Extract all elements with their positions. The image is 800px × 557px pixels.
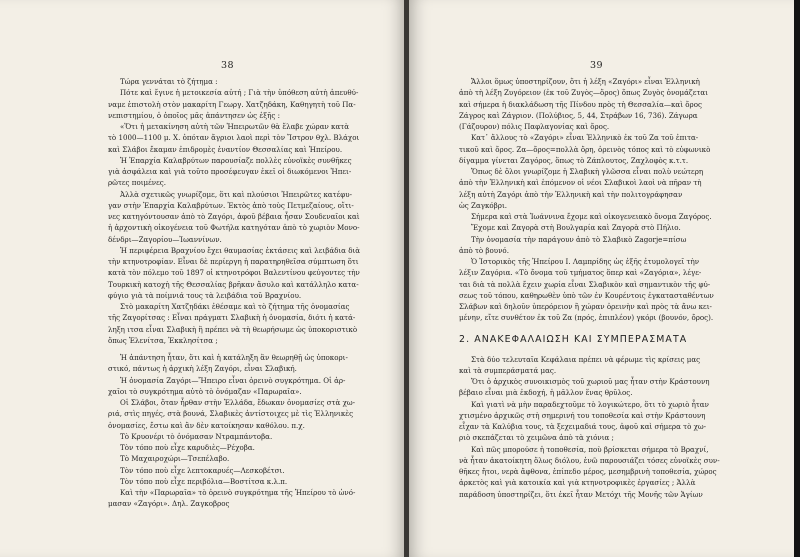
text-line: ται διὰ τὰ πολλὰ ἔχειν χωρία εἶναι Σλαβικὸν καὶ σημαντικὸν τῆς φύ- — [459, 279, 711, 289]
page-number-left: 38 — [220, 60, 235, 71]
text-line: ἀπὸ τὸ βουνό. — [459, 245, 509, 255]
text-line: χαῖοι τὸ συγκρότημα αὐτὸ τὸ ὀνόμαζαν «Παρωραῖα». — [108, 386, 302, 396]
page-number-right: 39 — [589, 60, 604, 71]
text-line: ὅπως Ἑλενίτσα, Ἐκκλησίτσα ; — [108, 335, 218, 345]
text-line: μασαν «Ζαγόρι». Δηλ. Ζαγκοβρος — [108, 499, 230, 509]
text-line: Πότε καὶ ἔγινε ἡ μετοικεσία αὐτή ; Γιὰ τὴν ὑπόθεση αὐτὴ ἀπευθύ- — [120, 88, 359, 98]
text-line: θῆκες ἤτοι, νερὰ ἄφθονα, ἐπίπεδο μέρος, μεσημβρινὴ τοποθεσία, χώρος — [459, 467, 717, 476]
text-line: Καὶ τὴν «Παρωραῖα» τὸ ὀρεινὸ συγκρότημα τῆς Ἠπείρου τὸ ὠνό- — [120, 488, 356, 497]
text-line: Τουρκικὴ κατοχὴ τῆς Θεσσαλίας βρῆκαν ἄσυλο καὶ κατάλληλο κατα- — [108, 279, 359, 289]
text-line: δίγαμμα γίνεται Ζαγόρος, ὅπως τὸ Ζάπλουτος, Ζαχλοφὸς κ.τ.τ. — [459, 155, 689, 165]
text-line: ρῶτες ποιμένες. — [108, 178, 166, 188]
text-line: Τώρα γεννάται τὸ ζήτημα : — [120, 77, 218, 86]
text-line: τῆς Ζαγορίτσας : Εἶναι πράγματι Σλαβικὴ ἡ ὀνομασία, διότι ἡ κατά- — [108, 313, 356, 323]
text-line: νὰ ἦταν ἀκατοίκητη ὅλως διόλου, ἐνῶ παρουσιάζει τόσες εὐνοϊκὲς συν- — [459, 455, 720, 465]
text-line: Σήμερα καὶ στὰ Ἰωάννινα ἔχομε καὶ οἰκογενειακὸ ὄνομα Ζαγόρος. — [471, 212, 712, 221]
text-line: ναμε ἐπιστολὴ στὸν μακαρίτη Γεωργ. Χατζηδάκη, Καθηγητὴ τοῦ Πα- — [108, 99, 356, 109]
text-line: ἡ ἀρχοντικὴ οἰκογένεια τοῦ Φωτήλα κατηγόταν ἀπὸ τὸ χωριὸν Μονο- — [108, 223, 360, 233]
text-line: ληξη ιτσα εἶναι Σλαβικὴ ἢ πρέπει νὰ τὴ θεωρήσωμε ὡς ὑποκοριστικὸ — [108, 324, 358, 334]
text-line: Τὸν τόπο ποὺ εἶχε λεπτοκαρυές—Λεσκοβέτσι. — [120, 465, 285, 475]
text-line: Τὸν τόπο ποὺ εἶχε καρυδιὲς—Ρέχοβα. — [120, 443, 255, 452]
text-line: νεπιστημίου, ὁ ὁποῖος μᾶς ἀπάντησεν ὡς ἑξῆς : — [108, 110, 280, 120]
text-line: ἀπὸ τὴ λέξη Ζυγόρειον (ἐκ τοῦ Ζυγὸς—ὄρος) ὅπως Ζυγὸς ὀνομάζεται — [459, 88, 708, 98]
text-line: βέβαιο εἶναι μιὰ ἐκδοχή, ἡ μᾶλλον ἕνας θρῦλος. — [459, 388, 633, 398]
text-line: Ἀλλὰ σχετικῶς γνωρίζομε, ὅτι καὶ πλούσιοι Ἠπειρῶτες κατέφυ- — [120, 189, 352, 199]
text-line: Στὰ δύο τελευταῖα Κεφάλαια πρέπει νὰ φέρωμε τὶς κρίσεις μας — [471, 354, 701, 364]
text-line: Κατ᾽ ἄλλους τὸ «Ζαγόρι» εἶναι Ἑλληνικὸ ἐκ τοῦ Ζα τοῦ ἐπιτα- — [471, 133, 699, 143]
text-line: ὀνομασίες, ἔστω καὶ ἂν δὲν κατοίκησαν καθόλου. π.χ. — [108, 420, 305, 430]
text-line: Ἄλλοι ὅμως ὑποστηρίζουν, ὅτι ἡ λέξη «Ζαγόρι» εἶναι Ἑλληνικὴ — [471, 77, 700, 86]
right-text-before-heading — [459, 76, 733, 324]
right-text-after-heading — [459, 354, 733, 500]
text-line: ριὸ σκεπάζεται τὸ χειμῶνα ἀπὸ τὰ χιόνια ; — [459, 433, 614, 443]
text-line: τὸ 1000—1100 μ. Χ. ὁπόταν ἄγριοι λαοὶ περὶ τὸν Ἴστρον θχλ. Βλάχοι — [108, 133, 360, 143]
text-line: γαν στὴν Ἐπαρχία Καλαβρύτων. Ἐκτὸς ἀπὸ τοὺς Πετμεζαίους, οἵτι- — [108, 200, 354, 210]
text-line: Σλάβων καὶ δηλοῦν ὑπερόρειον ἢ χώραν ὀρεινὴν καὶ πρὸς τὰ ἄνω κει- — [459, 302, 712, 311]
text-line: κατὰ τὸν πόλεμο τοῦ 1897 οἱ κτηνοτρόφοι Βαλεντίνου φεύγοντες τὴν — [108, 268, 360, 278]
text-line: καὶ τὰ συμπεράσματά μας. — [459, 365, 557, 375]
text-line: ἀπὸ τὴν Ἑλληνικὴ καὶ ἑπόμενον οἱ νέοι Σλαβικοὶ λαοὶ νὰ πῆραν τὴ — [459, 178, 702, 188]
text-line: Ζάγρος καὶ Ζάγριον. (Πολύβιος, 5, 44, Στράβων 16, 736). Ζάγωρα — [459, 110, 698, 120]
text-line: μένην, εἴτε συνθέτον ἐκ τοῦ Ζα (πρός, ἐπιπλέον) γκόρι (βουνόν, ὄρος). — [459, 313, 714, 323]
text-line: Ἡ ἀπάντηση ἦταν, ὅτι καὶ ἡ κατάληξη ἂν θεωρηθῇ ὡς ὑποκορι- — [120, 353, 348, 362]
text-line: Οἱ Σλάβοι, ὅταν ἦρθαν στὴν Ἑλλάδα, ἔδωκαν ὀνομασίες στὰ χω- — [120, 398, 356, 407]
text-line: Στὸ μακαρίτη Χατζηδάκι ἐθέσαμε καὶ τὸ ζήτημα τῆς ὀνομασίας — [120, 302, 350, 311]
text-line: τικοῦ καὶ ὄρος. Ζα—ὄρος=πολλὰ ὄρη, ὀρεινὸς τόπος καὶ τὸ εὐφωνικὸ — [459, 144, 711, 154]
text-line: γιὰ ἀσφάλεια καὶ γιὰ τοῦτο προσέφευγαν ἐκεῖ οἱ διωκόμενοι Ἠπει- — [108, 167, 352, 176]
text-line: «Ὅτι ἡ μετακίνηση αὐτὴ τῶν Ἠπειρωτῶν θὰ ἔλαβε χώραν κατὰ — [120, 122, 349, 131]
text-line: Ἔχομε καὶ Ζαγορὰ στὴ Βουλγαρία καὶ Ζαγορὰ στὸ Πήλιο. — [471, 223, 681, 233]
right-page — [409, 0, 800, 557]
text-line: εἶχαν τὰ Καλύβια τους, τὰ ξεχειμαδιά τους, ἀφοῦ καὶ σήμερα τὸ χω- — [459, 422, 707, 431]
right-page-text — [459, 76, 733, 500]
text-line: Ὅτι ὁ ἀρχικὸς συνοικισμὸς τοῦ χωριοῦ μας ἦταν στὴν Κράστουνη — [471, 377, 710, 386]
text-line: λέξη αὐτὴ Ζαγόρι ἀπὸ τὴν Ἑλληνικὴ καὶ τὴν πολιτογράφησαν — [459, 189, 683, 199]
text-line: Ἡ Ἐπαρχία Καλαβρύτων παρουσίαζε πολλὲς εὐνοϊκὲς συνθῆκες — [120, 155, 352, 165]
page-edge-shadow — [794, 0, 800, 557]
text-line: δένδρι—Ζαγορίου—Ἰωαννίνων. — [108, 234, 222, 244]
text-line: Τὸ Κρυονέρι τὸ ὀνόμασαν Ντραμπάντοβα. — [120, 431, 273, 441]
text-line: φύγιο γιὰ τὰ ποίμνιά τους τὰ λειβάδια τοῦ Βραχνίου. — [108, 290, 302, 300]
text-line: λέξιν Ζαγόρια. «Τὸ ὄνομα τοῦ τμήματος ὅπερ καὶ «Ζαγόρια», λέγε- — [459, 268, 702, 278]
text-line: Ὁ Ἱστορικὸς τῆς Ἠπείρου Ι. Λαμπρίδης ὡς ἑξῆς ἐτυμολογεῖ τὴν — [471, 257, 700, 266]
text-line: Τὴν ὀνομασία τὴν παράγουν ἀπὸ τὸ Σλαβικὸ Zagorje=πίσω — [471, 234, 687, 244]
text-line: καὶ σήμερα ἡ διακλάδωση τῆς Πίνδου πρὸς τὴ Θεσσαλία—καὶ ὄρος — [459, 99, 702, 109]
text-line: σεως τοῦ τόπου, καθηρωθὲν ὑπὸ τῶν ἐν Κουρέντοις ἐγκατασταθέντων — [459, 290, 714, 300]
text-line: Τὸν τόπο ποὺ εἶχε περιβόλια—Βοστίτσα κ.λ.π. — [120, 476, 288, 486]
text-line: Ἡ ὀνομασία Ζαγόρι—Ἤπειρο εἶναι ὀρεινὸ συγκρότημα. Οἱ ἀρ- — [120, 375, 346, 385]
text-line: στικό, πάντως ἡ ἀρχικὴ λέξη Ζαγόρι, εἶναι Σλαβική. — [108, 364, 297, 374]
text-line: παράδοση ὑποστηρίζει, ὅτι ἐκεῖ ἦταν Μετόχι τῆς Μονῆς τῶν Ἁγίων — [459, 489, 703, 499]
text-line: Καὶ πῶς μπορούσε ἡ τοποθεσία, ποὺ βρίσκεται σήμερα τὸ Βραχνί, — [471, 444, 709, 454]
left-page-text — [108, 76, 378, 510]
text-line: νες κατηγόντουσαν ἀπὸ τὸ Ζαγόρι, ἀφοῦ βέβαια ἦσαν Σουδεναῖοι καὶ — [108, 212, 360, 221]
text-line: (Γάζουρον) πόλις Παφλαγονίας καὶ ὄρος. — [459, 122, 610, 131]
text-line: ὡς Ζαγκόβρι. — [459, 200, 507, 210]
text-line: καὶ Σλάβοι ἔκαμαν ἐπιδρομὲς ἐναντίον Θεσσαλίας καὶ Ἠπείρου. — [108, 144, 343, 154]
text-line: χτισμένο ἀρχικῶς στὴ σημερινή του τοποθεσία καὶ στὴν Κράστουνη — [459, 410, 706, 420]
text-line: ἀρκετὸς καὶ γιὰ κατοικία καὶ γιὰ κτηνοτροφικὲς ἐργασίες ; Ἀλλὰ — [459, 478, 696, 488]
text-line: Ἡ περιφέρεια Βραχνίου ἔχει θαυμασίας ἐκτάσεις καὶ λειβάδια διὰ — [120, 245, 361, 255]
section-heading: 2. ΑΝΑΚΕΦΑΛΑΙΩΣΗ ΚΑΙ ΣΥΜΠΕΡΑΣΜΑΤΑ — [459, 333, 688, 345]
text-line: Ὅπως δὲ ὅλοι γνωρίζομε ἡ Σλαβικὴ γλῶσσα εἶναι πολὺ νεώτερη — [471, 167, 704, 176]
text-line: Καὶ γιατὶ νὰ μὴν παραδεχτοῦμε τὸ λογικώτερο, ὅτι τὸ χωριὸ ἦταν — [471, 399, 709, 409]
text-line: ριά, στὶς πηγές, στὰ βουνά, Σλαβικὲς ἀντίστοιχες μὲ τὶς Ἑλληνικὲς — [108, 409, 354, 419]
text-line: Τὸ Μαχαιροχώρι—Τσεπέλαβο. — [120, 454, 230, 464]
text-line: τὴν κτηνοτροφίαν. Εἶναι δὲ περίεργη ἡ παρατηρηθεῖσα σύμπτωση ὅτι — [108, 257, 359, 266]
